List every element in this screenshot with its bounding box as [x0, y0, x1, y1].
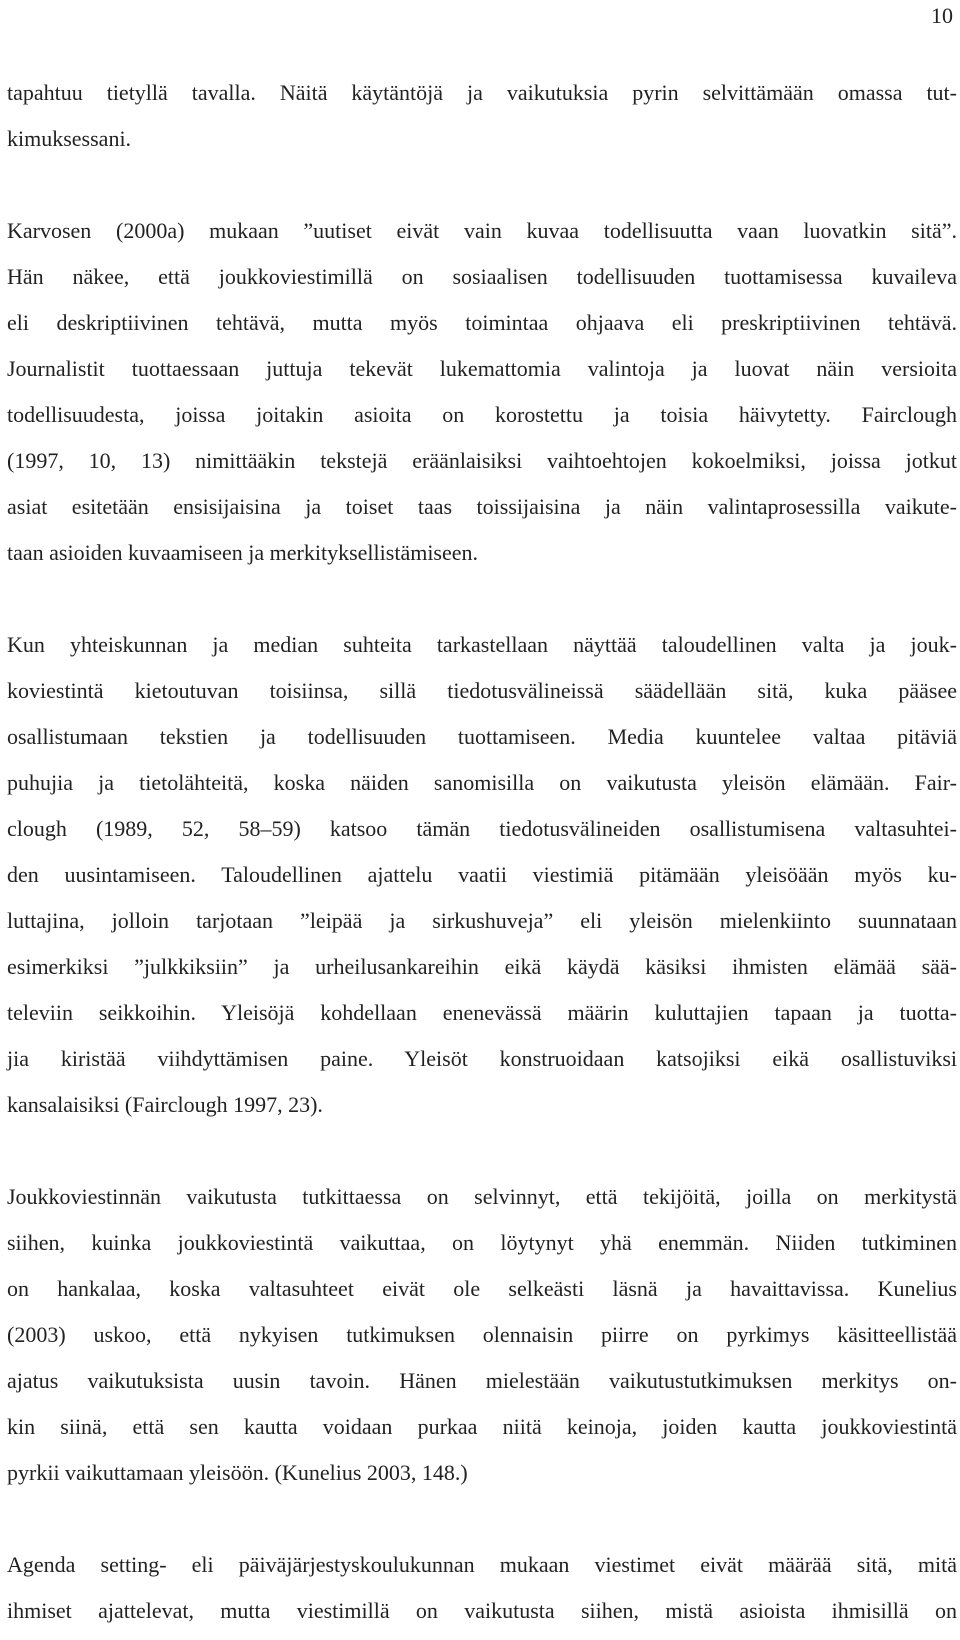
text-line: kimuksessani. [7, 126, 132, 151]
text-line: koviestintä kietoutuvan toisiinsa, sillä tiedotusvälineissä säädellään sitä, kuka pääsee [7, 678, 957, 703]
text-line: Karvosen (2000a) mukaan ”uutiset eivät vain kuvaa todellisuutta vaan luovatkin sitä”. [7, 218, 957, 243]
text-line: ihmiset ajattelevat, mutta viestimillä on vaikutusta siihen, mistä asioista ihmisillä on [7, 1598, 957, 1623]
paragraph-5 [7, 1542, 957, 1634]
text-line: siihen, kuinka joukkoviestintä vaikuttaa, on löytynyt yhä enemmän. Niiden tutkiminen [7, 1230, 957, 1255]
text-line: osallistumaan tekstien ja todellisuuden tuottamiseen. Media kuuntelee valtaa pitäviä [7, 724, 957, 749]
paragraph-3 [7, 622, 957, 1128]
text-line: kansalaisiksi (Fairclough 1997, 23). [7, 1092, 323, 1117]
text-line: asiat esitetään ensisijaisina ja toiset taas toissijaisina ja näin valintaprosessilla vaikute- [7, 494, 957, 519]
text-line: den uusintamiseen. Taloudellinen ajattelu vaatii viestimiä pitämään yleisöään myös ku- [7, 862, 957, 887]
text-line: (1997, 10, 13) nimittääkin tekstejä eräänlaisiksi vaihtoehtojen kokoelmiksi, joissa jotkut [7, 448, 957, 473]
text-line: puhujia ja tietolähteitä, koska näiden sanomisilla on vaikutusta yleisön elämään. Fair- [7, 770, 957, 795]
paragraph-4 [7, 1174, 957, 1496]
text-line: Joukkoviestinnän vaikutusta tutkittaessa on selvinnyt, että tekijöitä, joilla on merkitystä [7, 1184, 957, 1209]
paragraph-gap [7, 1128, 957, 1174]
text-line: pyrkii vaikuttamaan yleisöön. (Kunelius 2003, 148.) [7, 1460, 468, 1485]
text-line: luttajina, jolloin tarjotaan ”leipää ja sirkushuveja” eli yleisön mielenkiinto suunnataan [7, 908, 957, 933]
text-line: (2003) uskoo, että nykyisen tutkimuksen olennaisin piirre on pyrkimys käsitteellistää [7, 1322, 957, 1347]
text-line: Kun yhteiskunnan ja median suhteita tarkastellaan näyttää taloudellinen valta ja jouk- [7, 632, 957, 657]
text-line: Journalistit tuottaessaan juttuja tekevät lukemattomia valintoja ja luovat näin versioita [7, 356, 957, 381]
text-line: esimerkiksi ”julkkiksiin” ja urheilusankareihin eikä käydä käsiksi ihmisten elämää sää- [7, 954, 957, 979]
text-line: jia kiristää viihdyttämisen paine. Yleisöt konstruoidaan katsojiksi eikä osallistuviksi [7, 1046, 957, 1071]
text-line: clough (1989, 52, 58–59) katsoo tämän tiedotusvälineiden osallistumisena valtasuhtei- [7, 816, 957, 841]
text-line: kin siinä, että sen kautta voidaan purkaa niitä keinoja, joiden kautta joukkoviestintä [7, 1414, 957, 1439]
paragraph-1 [7, 70, 957, 162]
text-line: televiin seikkoihin. Yleisöjä kohdellaan enenevässä määrin kuluttajien tapaan ja tuotta- [7, 1000, 957, 1025]
text-line: Hän näkee, että joukkoviestimillä on sosiaalisen todellisuuden tuottamisessa kuvaileva [7, 264, 957, 289]
text-line: Agenda setting- eli päiväjärjestyskoulukunnan mukaan viestimet eivät määrää sitä, mitä [7, 1552, 957, 1577]
text-line: tapahtuu tietyllä tavalla. Näitä käytäntöjä ja vaikutuksia pyrin selvittämään omassa tut- [7, 80, 957, 105]
text-line: todellisuudesta, joissa joitakin asioita on korostettu ja toisia häivytetty. Fairclough [7, 402, 957, 427]
text-line: eli deskriptiivinen tehtävä, mutta myös toimintaa ohjaava eli preskriptiivinen tehtävä. [7, 310, 957, 335]
page-number: 10 [931, 3, 953, 28]
paragraph-gap [7, 576, 957, 622]
text-line: ajatus vaikutuksista uusin tavoin. Hänen mielestään vaikutustutkimuksen merkitys on- [7, 1368, 957, 1393]
body-text [7, 70, 957, 1634]
paragraph-2 [7, 208, 957, 576]
text-line: on hankalaa, koska valtasuhteet eivät ole selkeästi läsnä ja havaittavissa. Kunelius [7, 1276, 957, 1301]
text-line: taan asioiden kuvaamiseen ja merkityksellistämiseen. [7, 540, 479, 565]
paragraph-gap [7, 1496, 957, 1542]
paragraph-gap [7, 162, 957, 208]
